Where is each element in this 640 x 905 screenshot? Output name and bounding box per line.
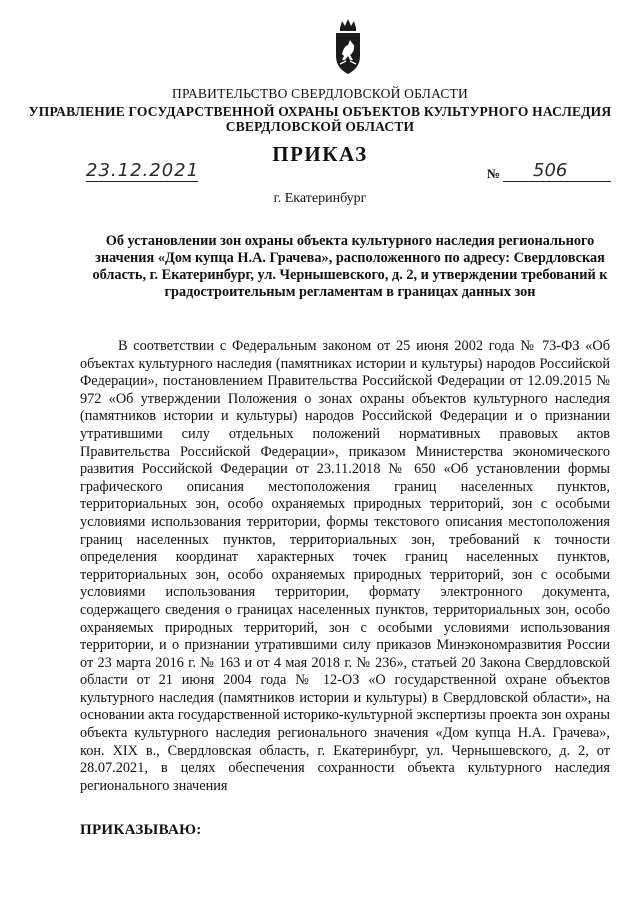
date-underline — [86, 181, 198, 182]
document-type: ПРИКАЗ — [272, 142, 368, 166]
order-directive: ПРИКАЗЫВАЮ: — [80, 822, 202, 838]
document-body: В соответствии с Федеральным законом от 25 июня 2002 года № 73-ФЗ «Об объектах культурного наследия (памятниках истории и культуры) народов Российской Федерации», постановлением Правительства Российской Федерации от 12.09.2015 № 972 «Об утверждении Положения о зонах охраны объектов культурного наследия (памятников истории и культуры) народов Российской Федерации и о признании утратившими силу отдельных положений нормативных правовых актов Правительства Российской Федерации», приказом Министерства экономического развития Российской Федерации от 23.11.2018 № 650 «Об установлении формы графического описания местоположения границ населенных пунктов, территориальных зон, особо охраняемых природных территорий, зон с особыми условиями использования территории, формы текстового описания местоположения границ населенных пунктов, территориальных зон, требований к точности определения координат характерных точек границ населенных пунктов, территориальных зон, особо охраняемых природных территорий, зон с особыми условиями использования территории, формату электронного документа, содержащего сведения о границах населенных пунктов, территориальных зон, особо охраняемых природных территорий, зон с особыми условиями использования территории, и о признании утратившими силу приказов Минэкономразвития России от 23 марта 2016 г. № 163 и от 4 мая 2018 г. № 236», статьей 20 Закона Свердловской области от 21 июня 2004 года № 12-ОЗ «О государственной охране объектов культурного наследия (памятников истории и культуры) в Свердловской области», на основании акта государственной историко-культурной экспертизы проекта зон охраны объекта культурного наследия регионального значения «Дом купца Н.А. Грачева», кон. XIX в., Свердловская область, г. Екатеринбург, ул. Чернышевского, д. 2, от 28.07.2021, в целях обеспечения сохранности объекта культурного наследия регионального значения — [80, 338, 610, 794]
department-name-line2: СВЕРДЛОВСКОЙ ОБЛАСТИ — [225, 119, 415, 134]
document-number-field — [503, 160, 611, 182]
document-date: 23.12.2021 — [86, 160, 200, 181]
document-date-field — [86, 160, 200, 182]
coat-of-arms-icon — [331, 18, 365, 80]
document-number: 506 — [533, 160, 568, 181]
document-subject: Об установлении зон охраны объекта культурного наследия регионального значения «Дом купца Н.А. Грачева», расположенного по адресу: Свердловская область, г. Екатеринбург, ул. Чернышевского, д. 2, и утверждении требований к градостроительным регламентам в границах данных зон — [92, 233, 608, 300]
government-name: ПРАВИТЕЛЬСТВО СВЕРДЛОВСКОЙ ОБЛАСТИ — [172, 86, 468, 101]
department-name-line1: УПРАВЛЕНИЕ ГОСУДАРСТВЕННОЙ ОХРАНЫ ОБЪЕКТОВ КУЛЬТУРНОГО НАСЛЕДИЯ — [28, 104, 612, 119]
number-label: № — [487, 166, 501, 181]
number-underline — [503, 181, 611, 182]
document-city: г. Екатеринбург — [273, 191, 367, 206]
